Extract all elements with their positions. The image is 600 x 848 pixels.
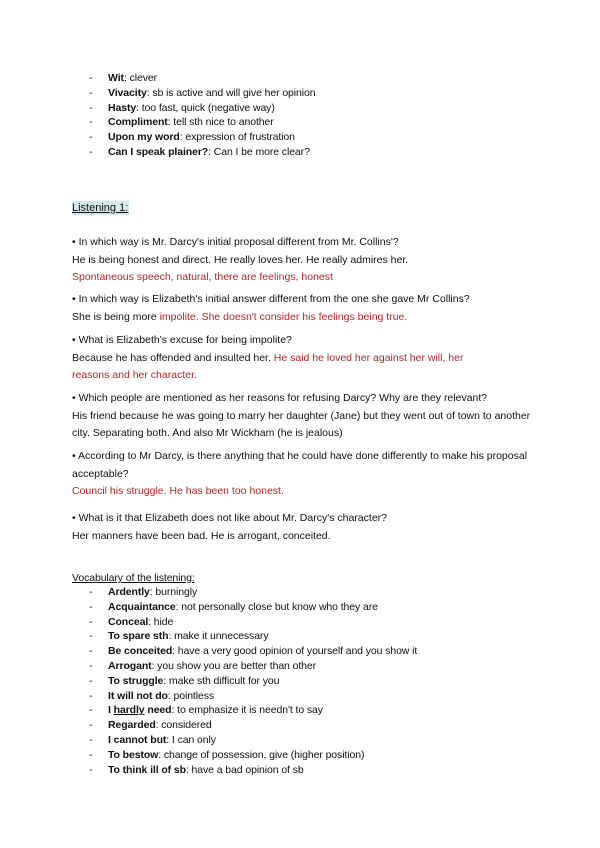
- vocab-item: [0, 130, 315, 145]
- vocab-term: Ardently: [108, 586, 150, 598]
- vocab-term: Vivacity: [108, 86, 147, 99]
- vocab-term: Compliment: [108, 116, 168, 129]
- list-dash: -: [89, 131, 93, 144]
- list-dash: -: [89, 748, 93, 761]
- question-text: • In which way is Elizabeth's initial answer different from the one she gave Mr Collins?: [72, 293, 470, 305]
- question-block-1: [72, 234, 532, 287]
- vocab-item: [0, 644, 417, 659]
- question-block-4: [72, 390, 532, 443]
- vocab-item: [0, 145, 315, 160]
- vocab-item: [0, 615, 417, 630]
- answer-highlight: He said he loved her against her will, her reasons and her character.: [72, 351, 464, 381]
- vocab-term: [108, 704, 172, 716]
- question-text: • According to Mr Darcy, is there anything that he could have done differently to make his proposal acceptable?: [72, 450, 528, 480]
- list-dash: -: [89, 72, 93, 84]
- list-dash: -: [89, 719, 93, 732]
- list-dash: -: [89, 763, 93, 776]
- question-text: • What is it that Elizabeth does not like about Mr. Darcy's character?: [72, 512, 387, 524]
- list-dash: -: [89, 145, 93, 158]
- vocab-definition: : tell sth nice to another: [167, 116, 274, 129]
- question-block-6: [72, 510, 532, 545]
- vocab-term: I cannot but: [108, 733, 167, 746]
- answer-line: [72, 309, 532, 327]
- vocab-term: Regarded: [108, 719, 156, 732]
- list-dash: -: [89, 615, 93, 628]
- vocab-item: [0, 703, 417, 718]
- question-text: • What is Elizabeth's excuse for being impolite?: [72, 334, 292, 346]
- vocab-item: [0, 600, 417, 615]
- vocab-definition: : Can I be more clear?: [208, 145, 310, 158]
- answer-text: Because he has offended and insulted her.: [72, 351, 274, 364]
- vocab-term: Be conceited: [108, 645, 173, 658]
- vocab-item: [0, 718, 417, 733]
- vocab-term: To bestow: [108, 748, 159, 761]
- vocab-term-underlined: hardly: [113, 704, 145, 717]
- vocab-definition: : make sth difficult for you: [163, 674, 280, 687]
- answer-text: Her manners have been bad. He is arrogant, conceited.: [72, 529, 331, 542]
- vocab-term: To spare sth: [108, 630, 169, 643]
- vocab-definition: : considered: [155, 719, 212, 732]
- answer-highlight: Council his struggle. He has been too honest.: [72, 485, 284, 497]
- question-block-5: [72, 448, 532, 501]
- vocab-term: Hasty: [108, 101, 137, 114]
- answer-text: His friend because he was going to marry her daughter (Jane) but they went out of town to another city. Separating both. And also Mr Wickham (he is jealous): [72, 409, 531, 439]
- vocab-definition: : hide: [148, 615, 174, 628]
- listening-heading: Listening 1:: [72, 202, 129, 214]
- vocab-item: [0, 763, 417, 778]
- list-dash: -: [89, 674, 93, 687]
- vocab-item: [0, 733, 417, 748]
- vocab-definition: : have a very good opinion of yourself and you show it: [172, 645, 418, 658]
- vocab-definition: : too fast, quick (negative way): [136, 101, 275, 114]
- vocab-definition: : not personally close but know who they are: [175, 600, 378, 613]
- vocab-item: [0, 629, 417, 644]
- question-text: • In which way is Mr. Darcy's initial proposal different from Mr. Collins'?: [72, 236, 399, 248]
- vocab-term: Acquaintance: [108, 600, 176, 613]
- vocab-definition: : clever: [123, 72, 157, 84]
- vocab-definition: : to emphasize it is needn't to say: [171, 704, 323, 717]
- vocab-item: [0, 674, 417, 689]
- answer-line: [72, 350, 502, 385]
- vocab-definition: : make it unnecessary: [168, 630, 269, 643]
- vocab-item: [0, 115, 315, 130]
- vocab-term: Can I speak plainer?: [108, 145, 209, 158]
- vocab-item: [0, 101, 315, 116]
- vocab-item: [0, 71, 315, 86]
- list-dash: -: [89, 86, 93, 99]
- vocab-definition: : I can only: [166, 733, 216, 746]
- vocab-term: Conceal: [108, 615, 149, 628]
- vocab-definition: : burningly: [149, 586, 198, 598]
- answer-highlight: impolite. She doesn't consider his feelings being true.: [159, 310, 408, 323]
- answer-text: He is being honest and direct. He really loves her. He really admires her.: [72, 253, 409, 266]
- vocab-item: [0, 748, 417, 763]
- answer-text: She is being more: [72, 310, 160, 323]
- list-dash: -: [89, 630, 93, 643]
- vocab-term: To think ill of sb: [108, 763, 186, 776]
- vocab-item: [0, 659, 417, 674]
- vocab-list-top: [0, 71, 315, 160]
- vocab-listening-heading: Vocabulary of the listening:: [72, 572, 195, 584]
- vocab-definition: : change of possession, give (higher position): [158, 748, 365, 761]
- list-dash: -: [89, 586, 93, 598]
- vocab-item: [0, 86, 315, 101]
- list-dash: -: [89, 659, 93, 672]
- vocab-definition: : you show you are better than other: [151, 659, 317, 672]
- vocab-item: [0, 585, 417, 600]
- list-dash: -: [89, 689, 93, 702]
- vocab-list-listening: [0, 585, 417, 777]
- vocab-item: [0, 689, 417, 704]
- question-block-3: [72, 332, 532, 385]
- vocab-term: To struggle: [108, 674, 164, 687]
- list-dash: -: [89, 704, 93, 717]
- vocab-term: Upon my word: [108, 131, 180, 144]
- vocab-term-part: I: [108, 704, 114, 717]
- question-block-2: [72, 291, 532, 326]
- vocab-definition: : have a bad opinion of sb: [185, 763, 304, 776]
- vocab-term: Arrogant: [108, 659, 152, 672]
- list-dash: -: [89, 101, 93, 114]
- answer-highlight: Spontaneous speech, natural, there are feelings, honest: [72, 271, 333, 283]
- list-dash: -: [89, 116, 93, 129]
- vocab-term: It will not do: [108, 689, 168, 702]
- list-dash: -: [89, 645, 93, 658]
- vocab-term-part: need: [144, 704, 172, 717]
- vocab-definition: : sb is active and will give her opinion: [146, 86, 316, 99]
- vocab-definition: : pointless: [167, 689, 215, 702]
- vocab-definition: : expression of frustration: [179, 131, 295, 144]
- list-dash: -: [89, 600, 93, 613]
- vocab-term: Wit: [108, 72, 124, 84]
- question-text: • Which people are mentioned as her reasons for refusing Darcy? Why are they relevant?: [72, 392, 488, 404]
- list-dash: -: [89, 733, 93, 746]
